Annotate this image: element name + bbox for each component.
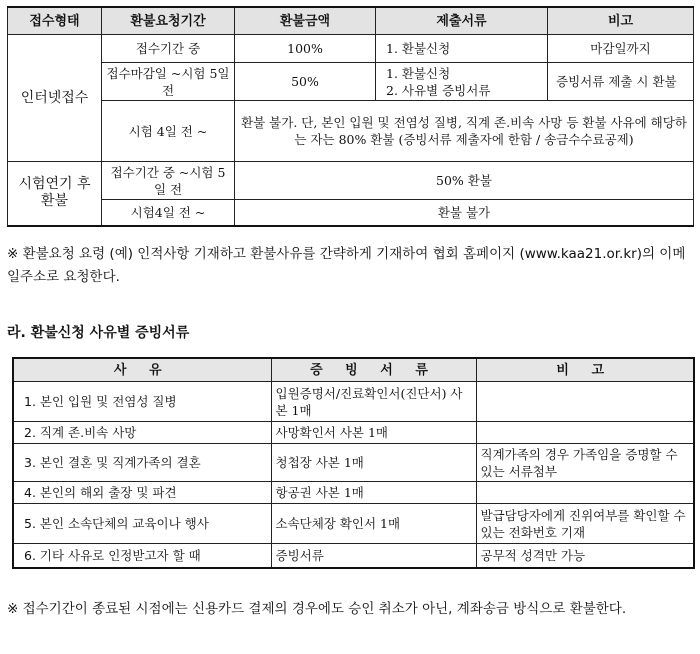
- remarks-cell: [476, 482, 694, 504]
- evidence-cell: 입원증명서/진료확인서(진단서) 사본 1매: [271, 382, 476, 422]
- doc-line: 1. 환불신청: [386, 65, 451, 81]
- evidence-cell: 증빙서류: [271, 544, 476, 568]
- refund-request-note: ※ 환불요청 요령 (예) 인적사항 기재하고 환불사유를 간략하게 기재하여 협회 홈페이지 (www.kaa21.or.kr)의 이메일주소로 요청한다.: [7, 246, 686, 285]
- reason-cell: 3. 본인 결혼 및 직계가족의 결혼: [13, 444, 271, 482]
- header-reception-type: 접수형태: [8, 7, 102, 35]
- reason-cell: 2. 직계 존.비속 사망: [13, 422, 271, 444]
- reason-cell: 6. 기타 사유로 인정받고자 할 때: [13, 544, 271, 568]
- header-documents: 제출서류: [376, 7, 548, 35]
- table-row: [8, 101, 694, 162]
- remarks-cell: 직계가족의 경우 가족임을 증명할 수 있는 서류첨부: [476, 444, 694, 482]
- period-cell: 접수기간 중 ~시험 5일 전: [102, 162, 235, 200]
- table-row: [13, 544, 694, 568]
- table-row: [13, 504, 694, 544]
- table-header-row: [13, 358, 694, 382]
- header-refund-period: 환불요청기간: [102, 7, 235, 35]
- merged-note-cell: 환불 불가. 단, 본인 입원 및 전염성 질병, 직계 존.비속 사망 등 환불 사유에 해당하는 자는 80% 환불 (증빙서류 제출자에 한함 / 송금수수료공제): [235, 101, 694, 162]
- period-cell: 접수기간 중: [102, 35, 235, 63]
- table-row: [8, 35, 694, 63]
- merged-note-cell: 환불 불가: [235, 200, 694, 226]
- header-evidence: 증 빙 서 류: [271, 358, 476, 382]
- table-row: [13, 482, 694, 504]
- amount-cell: 100%: [235, 35, 376, 63]
- reason-cell: 5. 본인 소속단체의 교육이나 행사: [13, 504, 271, 544]
- header-reason: 사 유: [13, 358, 271, 382]
- remarks-cell: 증빙서류 제출 시 환불: [548, 63, 694, 101]
- merged-note-cell: 50% 환불: [235, 162, 694, 200]
- section-heading: 라. 환불신청 사유별 증빙서류: [7, 325, 190, 341]
- doc-line: 2. 사유별 증빙서류: [386, 82, 491, 98]
- remarks-cell: 발급담당자에게 진위여부를 확인할 수 있는 전화번호 기재: [476, 504, 694, 544]
- refund-method-note: ※ 접수기간이 종료된 시점에는 신용카드 결제의 경우에도 승인 취소가 아닌, 계좌송금 방식으로 환불한다.: [7, 601, 627, 617]
- evidence-cell: 소속단체장 확인서 1매: [271, 504, 476, 544]
- table-row: [8, 162, 694, 200]
- evidence-cell: 항공권 사본 1매: [271, 482, 476, 504]
- table-row: [8, 200, 694, 226]
- remarks-cell: 마감일까지: [548, 35, 694, 63]
- reason-cell: 1. 본인 입원 및 전염성 질병: [13, 382, 271, 422]
- evidence-cell: 사망확인서 사본 1매: [271, 422, 476, 444]
- remarks-cell: [476, 422, 694, 444]
- reason-cell: 4. 본인의 해외 출장 및 파견: [13, 482, 271, 504]
- header-refund-amount: 환불금액: [235, 7, 376, 35]
- group-label-postponed: 시험연기 후 환불: [8, 162, 102, 226]
- group-label-internet: 인터넷접수: [8, 35, 102, 162]
- period-cell: 시험 4일 전 ~: [102, 101, 235, 162]
- remarks-cell: [476, 382, 694, 422]
- table-row: [13, 422, 694, 444]
- header-remarks: 비고: [548, 7, 694, 35]
- period-cell: 접수마감일 ~시험 5일 전: [102, 63, 235, 101]
- evidence-cell: 청첩장 사본 1매: [271, 444, 476, 482]
- table-row: [13, 444, 694, 482]
- docs-cell: 1. 환불신청: [376, 35, 548, 63]
- remarks-cell: 공무적 성격만 가능: [476, 544, 694, 568]
- docs-cell: [376, 63, 548, 101]
- header-remarks: 비 고: [476, 358, 694, 382]
- table-header-row: [8, 7, 694, 35]
- period-cell: 시험4일 전 ~: [102, 200, 235, 226]
- evidence-documents-table: [12, 357, 695, 569]
- amount-cell: 50%: [235, 63, 376, 101]
- refund-period-table: [7, 6, 694, 227]
- table-row: [8, 63, 694, 101]
- table-row: [13, 382, 694, 422]
